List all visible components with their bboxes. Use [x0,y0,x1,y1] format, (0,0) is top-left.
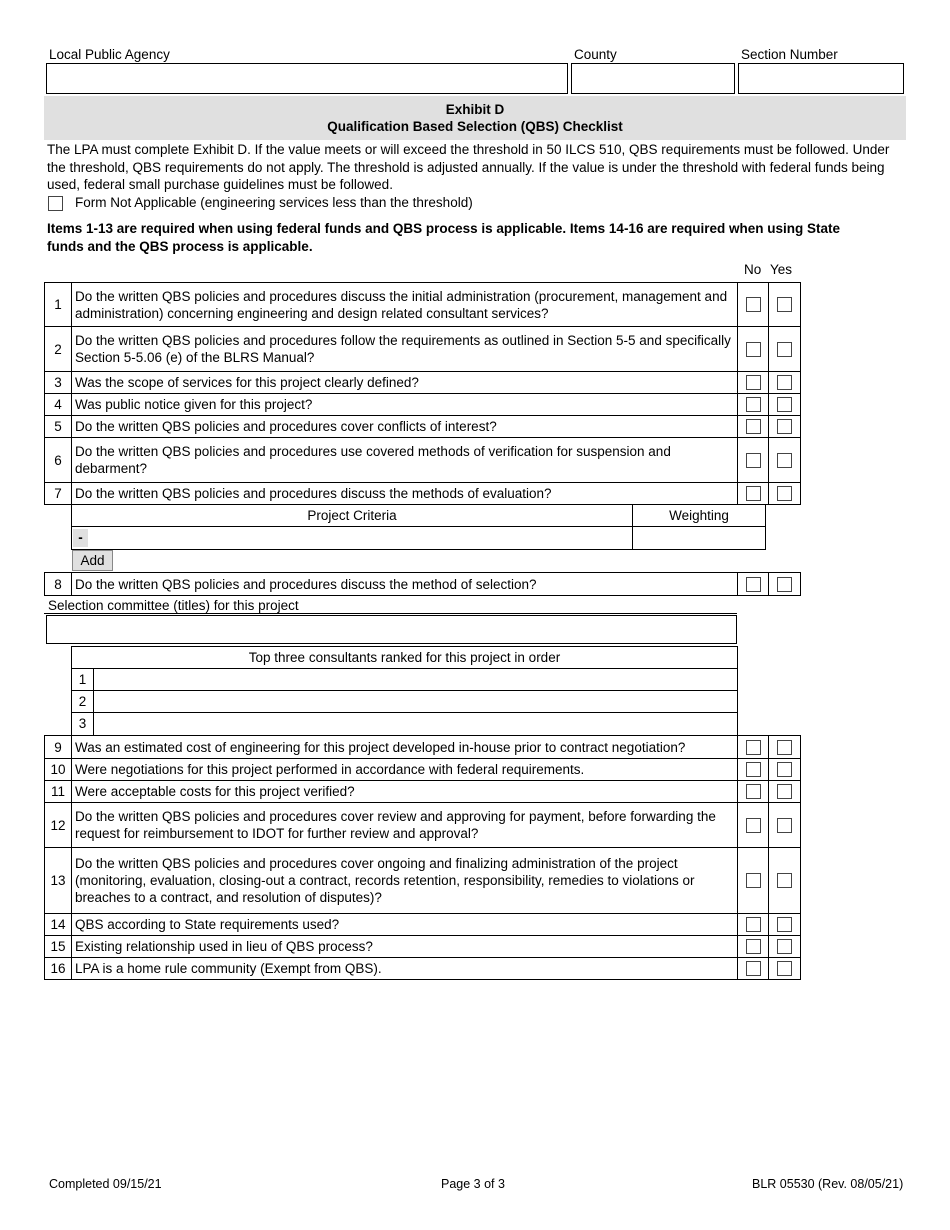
question-number: 10 [45,759,72,781]
lpa-label: Local Public Agency [49,47,170,62]
county-input[interactable] [571,63,735,94]
questions-table-c [44,735,801,980]
items-note: Items 1-13 are required when using federal funds and QBS process is applicable. Items 14-16 are required when using State funds and the QBS process is applicable. [47,221,840,254]
question-number: 13 [45,848,72,914]
question-number: 12 [45,803,72,848]
question-text: Was the scope of services for this project clearly defined? [72,372,738,394]
question-number: 4 [45,394,72,416]
question-number: 15 [45,936,72,958]
question-number: 1 [45,283,72,327]
consultant-input[interactable] [94,691,737,712]
question-row [45,759,801,781]
checklist-title: Qualification Based Selection (QBS) Checklist [327,119,623,134]
yes-checkbox[interactable] [777,873,792,888]
criteria-input[interactable] [72,527,633,549]
exhibit-title: Exhibit D [445,102,505,117]
yes-checkbox[interactable] [777,917,792,932]
question-row [45,736,801,759]
question-row [45,958,801,980]
yes-checkbox[interactable] [777,297,792,312]
no-checkbox[interactable] [746,297,761,312]
yes-checkbox[interactable] [777,740,792,755]
question-row [45,803,801,848]
criteria-header: Project Criteria [72,505,633,527]
form-id: BLR 05530 (Rev. 08/05/21) [752,1177,904,1191]
no-checkbox[interactable] [746,762,761,777]
questions-table-b [44,572,801,596]
add-criteria-button[interactable]: Add [72,550,113,571]
question-text: Do the written QBS policies and procedures discuss the methods of evaluation? [72,483,738,505]
question-text: Do the written QBS policies and procedures cover ongoing and finalizing administration of the project (monitoring, evaluation, closing-out a contract, records retention, responsibility, remedies to violations or breaches to a contract, and resolution of disputes)? [72,848,738,914]
question-text: Do the written QBS policies and procedures discuss the initial administration (procurement, management and administration) concerning engineering and design related consultant services? [72,283,738,327]
county-label: County [574,47,617,62]
section-number-label: Section Number [741,47,838,62]
weighting-header: Weighting [633,505,765,527]
col-no-header: No [744,262,762,277]
question-text: Do the written QBS policies and procedures use covered methods of verification for suspension and debarment? [72,438,738,483]
form-not-applicable-checkbox[interactable] [48,196,63,211]
yes-checkbox[interactable] [777,961,792,976]
page-number: Page 3 of 3 [441,1177,505,1191]
lpa-input[interactable] [46,63,568,94]
selection-committee-label: Selection committee (titles) for this project [48,598,299,613]
question-row [45,283,801,327]
consultant-row [72,713,737,735]
no-checkbox[interactable] [746,453,761,468]
question-text: Do the written QBS policies and procedures cover conflicts of interest? [72,416,738,438]
no-checkbox[interactable] [746,873,761,888]
no-checkbox[interactable] [746,740,761,755]
question-row [45,372,801,394]
question-row [45,438,801,483]
question-number: 2 [45,327,72,372]
yes-checkbox[interactable] [777,818,792,833]
question-row [45,848,801,914]
yes-checkbox[interactable] [777,419,792,434]
no-checkbox[interactable] [746,342,761,357]
question-row [45,327,801,372]
weighting-input[interactable] [633,527,765,549]
section-number-input[interactable] [738,63,904,94]
question-row [45,914,801,936]
consultant-rank: 2 [72,691,94,712]
title-band [44,96,906,140]
yes-checkbox[interactable] [777,762,792,777]
question-text: Do the written QBS policies and procedures follow the requirements as outlined in Section 5-5 and specifically Section 5-5.06 (e) of the BLRS Manual? [72,327,738,372]
question-text: Was public notice given for this project? [72,394,738,416]
questions-table-a [44,282,801,505]
yes-checkbox[interactable] [777,342,792,357]
question-text: QBS according to State requirements used? [72,914,738,936]
question-text: LPA is a home rule community (Exempt from QBS). [72,958,738,980]
yes-checkbox[interactable] [777,397,792,412]
question-text: Were negotiations for this project performed in accordance with federal requirements. [72,759,738,781]
consultant-rank: 3 [72,713,94,735]
consultant-rank: 1 [72,669,94,690]
question-row [45,416,801,438]
criteria-table [71,505,766,550]
consultant-input[interactable] [94,669,737,690]
no-checkbox[interactable] [746,939,761,954]
consultant-row [72,669,737,691]
question-text: Existing relationship used in lieu of QBS process? [72,936,738,958]
question-row [45,483,801,505]
no-checkbox[interactable] [746,818,761,833]
question-text: Were acceptable costs for this project verified? [72,781,738,803]
question-number: 3 [45,372,72,394]
consultants-header: Top three consultants ranked for this project in order [72,647,737,669]
yes-checkbox[interactable] [777,453,792,468]
question-number: 11 [45,781,72,803]
consultant-input[interactable] [94,713,737,735]
yes-checkbox[interactable] [777,375,792,390]
yes-checkbox[interactable] [777,577,792,592]
question-row [45,936,801,958]
intro-text: The LPA must complete Exhibit D. If the value meets or will exceed the threshold in 50 ILCS 510, QBS requirements must be followed. Under the threshold, QBS requirements do not apply. The threshold is adjusted annually. If the value is under the threshold with federal funds being used, federal small purchase guidelines must be followed. [47,142,890,192]
question-number: 14 [45,914,72,936]
question-number: 9 [45,736,72,759]
consultants-table [71,646,738,736]
col-yes-header: Yes [770,262,793,277]
no-checkbox[interactable] [746,419,761,434]
selection-committee-input[interactable] [46,615,737,644]
question-text: Do the written QBS policies and procedures cover review and approving for payment, before forwarding the request for reimbursement to IDOT for further review and approval? [72,803,738,848]
remove-row-button[interactable]: - [73,529,88,547]
consultant-row [72,691,737,713]
question-number: 8 [45,573,72,596]
yes-checkbox[interactable] [777,939,792,954]
question-row [45,781,801,803]
question-text: Was an estimated cost of engineering for this project developed in-house prior to contract negotiation? [72,736,738,759]
question-row [45,573,801,596]
question-number: 7 [45,483,72,505]
no-checkbox[interactable] [746,961,761,976]
no-checkbox[interactable] [746,486,761,501]
completed-date: Completed 09/15/21 [49,1177,162,1191]
question-number: 16 [45,958,72,980]
divider [44,613,737,614]
no-checkbox[interactable] [746,577,761,592]
no-checkbox[interactable] [746,375,761,390]
question-number: 5 [45,416,72,438]
question-row [45,394,801,416]
question-text: Do the written QBS policies and procedures discuss the method of selection? [72,573,738,596]
no-checkbox[interactable] [746,917,761,932]
yes-checkbox[interactable] [777,784,792,799]
no-checkbox[interactable] [746,397,761,412]
form-not-applicable-label: Form Not Applicable (engineering services less than the threshold) [75,195,473,210]
no-checkbox[interactable] [746,784,761,799]
question-number: 6 [45,438,72,483]
yes-checkbox[interactable] [777,486,792,501]
